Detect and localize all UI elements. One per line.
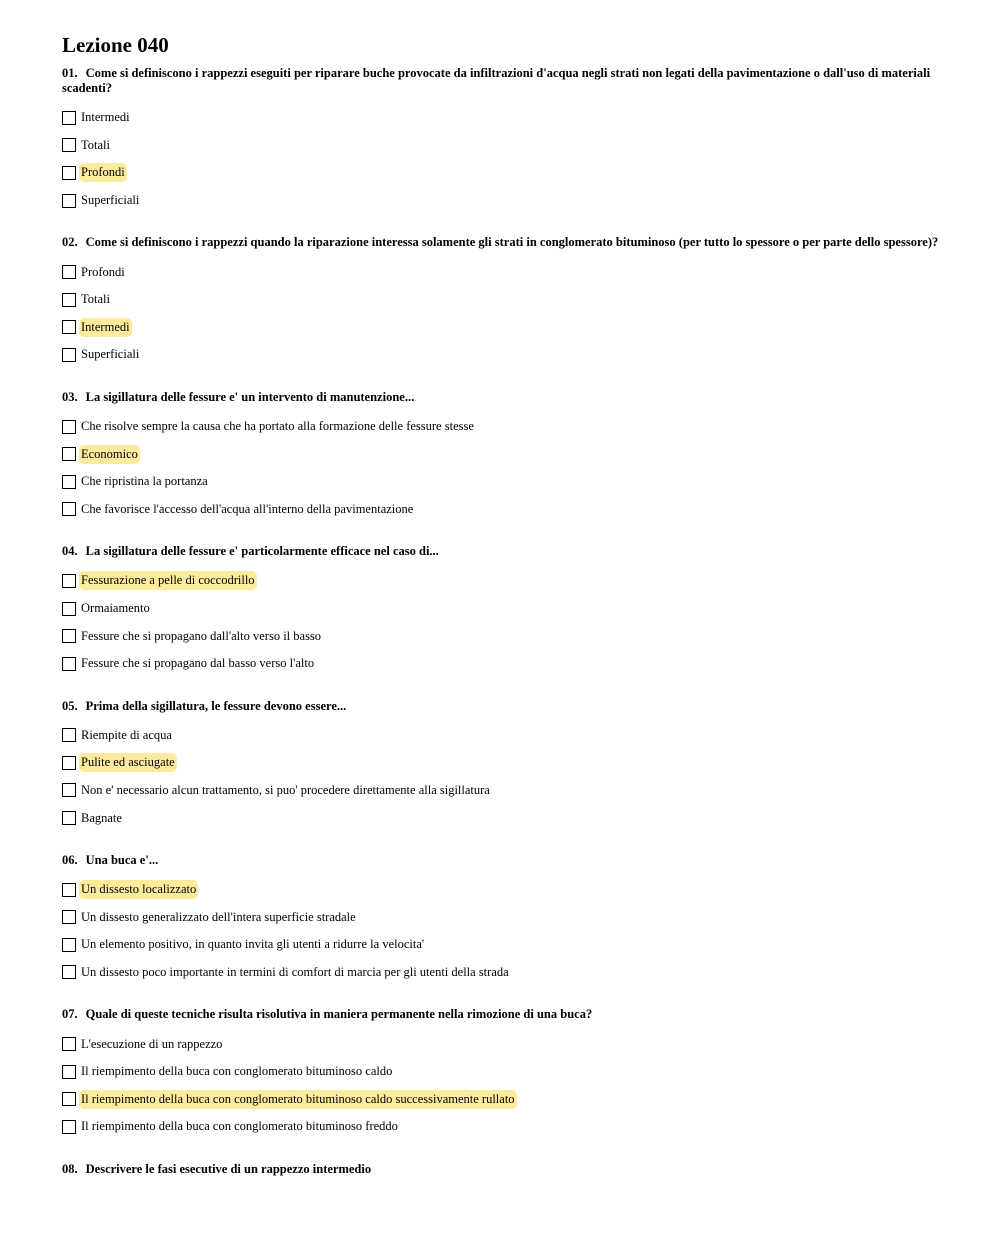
answer-options [62,258,942,368]
question-text [62,699,942,714]
question-block [62,235,942,368]
question-text [62,235,942,250]
answer-option[interactable] [62,567,942,595]
question-text [62,853,942,868]
answer-option[interactable] [62,413,942,441]
question-block [62,853,942,986]
question-label: Descrivere le fasi esecutive di un rappezzo intermedio [85,1161,372,1176]
answer-option[interactable] [62,749,942,777]
answer-label-highlighted: Il riempimento della buca con conglomerato bituminoso caldo successivamente rullato [79,1090,517,1109]
question-list [62,66,942,1177]
answer-options [62,1030,942,1140]
answer-label: Totali [81,292,110,307]
checkbox[interactable] [62,475,76,489]
answer-options [62,413,942,523]
answer-option[interactable] [62,258,942,286]
answer-label: Fessure che si propagano dal basso verso l'alto [81,656,315,671]
question-number: 08. [62,1161,78,1176]
answer-label: Che risolve sempre la causa che ha portato alla formazione delle fessure stesse [81,419,474,434]
answer-option[interactable] [62,341,942,369]
answer-label-highlighted: Economico [79,445,140,464]
answer-label-highlighted: Fessurazione a pelle di coccodrillo [79,571,257,590]
checkbox[interactable] [62,420,76,434]
question-number: 03. [62,389,78,404]
answer-label: Superficiali [81,347,140,362]
question-label: La sigillatura delle fessure e' un intervento di manutenzione... [85,389,415,404]
checkbox[interactable] [62,657,76,671]
answer-option[interactable] [62,722,942,750]
answer-label: Intermedi [81,110,130,125]
checkbox[interactable] [62,166,76,180]
answer-label: Superficiali [81,193,140,208]
checkbox[interactable] [62,1120,76,1134]
answer-label: Non e' necessario alcun trattamento, si puo' procedere direttamente alla sigillatura [81,782,490,797]
question-number: 02. [62,235,78,250]
answer-label: L'esecuzione di un rappezzo [81,1036,223,1051]
question-block [62,66,942,214]
checkbox[interactable] [62,811,76,825]
answer-option[interactable] [62,1085,942,1113]
checkbox[interactable] [62,320,76,334]
answer-option[interactable] [62,1030,942,1058]
answer-option[interactable] [62,622,942,650]
answer-option[interactable] [62,777,942,805]
answer-label: Ormaiamento [81,601,150,616]
answer-option[interactable] [62,104,942,132]
answer-label-highlighted: Intermedi [79,318,132,337]
question-text [62,66,942,96]
checkbox[interactable] [62,965,76,979]
checkbox[interactable] [62,348,76,362]
answer-label: Profondi [81,264,125,279]
checkbox[interactable] [62,502,76,516]
checkbox[interactable] [62,194,76,208]
question-text [62,390,942,405]
question-block [62,1162,942,1177]
answer-label: Bagnate [81,810,122,825]
question-block [62,390,942,523]
checkbox[interactable] [62,756,76,770]
answer-option[interactable] [62,1058,942,1086]
answer-option[interactable] [62,595,942,623]
answer-option[interactable] [62,931,942,959]
answer-option[interactable] [62,187,942,215]
answer-option[interactable] [62,496,942,524]
question-number: 05. [62,698,78,713]
checkbox[interactable] [62,574,76,588]
checkbox[interactable] [62,783,76,797]
answer-option[interactable] [62,468,942,496]
answer-label: Fessure che si propagano dall'alto verso il basso [81,628,322,643]
checkbox[interactable] [62,1092,76,1106]
checkbox[interactable] [62,728,76,742]
answer-label: Un elemento positivo, in quanto invita gli utenti a ridurre la velocita' [81,937,425,952]
answer-option[interactable] [62,286,942,314]
answer-label: Riempite di acqua [81,727,172,742]
checkbox[interactable] [62,883,76,897]
checkbox[interactable] [62,293,76,307]
answer-label: Il riempimento della buca con conglomerato bituminoso freddo [81,1119,398,1134]
question-text [62,1007,942,1022]
answer-option[interactable] [62,159,942,187]
answer-label: Totali [81,137,110,152]
checkbox[interactable] [62,602,76,616]
document-page [62,32,942,1198]
checkbox[interactable] [62,447,76,461]
checkbox[interactable] [62,1065,76,1079]
checkbox[interactable] [62,111,76,125]
answer-label-highlighted: Profondi [79,163,127,182]
question-number: 06. [62,852,78,867]
answer-option[interactable] [62,314,942,342]
question-block [62,1007,942,1140]
question-label: La sigillatura delle fessure e' particolarmente efficace nel caso di... [85,544,439,559]
checkbox[interactable] [62,1037,76,1051]
question-number: 01. [62,66,78,80]
answer-label: Che favorisce l'accesso dell'acqua all'interno della pavimentazione [81,501,414,516]
answer-option[interactable] [62,903,942,931]
checkbox[interactable] [62,938,76,952]
question-block [62,699,942,832]
question-label: Una buca e'... [85,852,159,867]
answer-label-highlighted: Pulite ed asciugate [79,753,177,772]
question-label: Quale di queste tecniche risulta risolutiva in maniera permanente nella rimozione di una buca? [85,1007,593,1022]
question-block [62,544,942,677]
answer-label: Un dissesto generalizzato dell'intera superficie stradale [81,909,356,924]
question-label: Come si definiscono i rappezzi quando la riparazione interessa solamente gli strati in conglomerato bituminoso (per tutto lo spessore o per parte dello spessore)? [85,235,939,250]
answer-option[interactable] [62,876,942,904]
question-number: 07. [62,1007,78,1022]
checkbox[interactable] [62,265,76,279]
answer-options [62,104,942,214]
question-text [62,1162,942,1177]
answer-label-highlighted: Un dissesto localizzato [79,880,198,899]
answer-option[interactable] [62,1113,942,1141]
question-text [62,544,942,559]
answer-label: Un dissesto poco importante in termini di comfort di marcia per gli utenti della strada [81,964,509,979]
answer-option[interactable] [62,804,942,832]
checkbox[interactable] [62,629,76,643]
answer-option[interactable] [62,132,942,160]
answer-options [62,567,942,677]
answer-option[interactable] [62,959,942,987]
answer-option[interactable] [62,650,942,678]
answer-label: Che ripristina la portanza [81,474,208,489]
question-label: Prima della sigillatura, le fessure devono essere... [85,698,347,713]
question-label: Come si definiscono i rappezzi eseguiti per riparare buche provocate da infiltrazioni d'acqua negli strati non legati della pavimentazione o dall'uso di materiali scadenti? [62,66,931,95]
checkbox[interactable] [62,910,76,924]
question-number: 04. [62,544,78,559]
answer-options [62,876,942,986]
checkbox[interactable] [62,138,76,152]
page-title: Lezione 040 [62,33,169,57]
answer-options [62,722,942,832]
answer-option[interactable] [62,440,942,468]
answer-label: Il riempimento della buca con conglomerato bituminoso caldo [81,1064,393,1079]
